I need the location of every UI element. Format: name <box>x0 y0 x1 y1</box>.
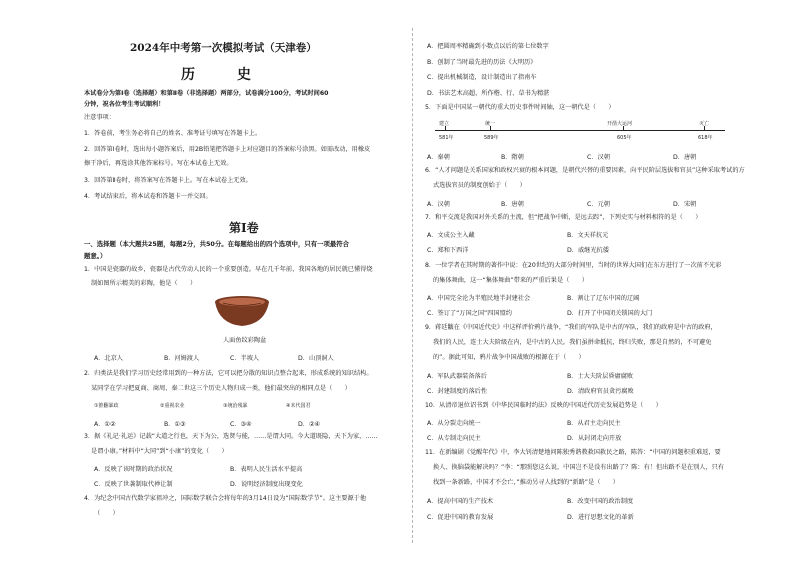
q1-image-caption: 人面鱼纹彩陶盆 <box>223 337 267 344</box>
q8-option-d: D．打开了中国闭关锁国的大门 <box>567 310 653 317</box>
q7-line-1: 7．和平交流是我国对外关系的主流，但“把战争中断，是远去踪”，下列史实与材料相符的是（ ） <box>425 214 702 221</box>
q1-option-d: D．山顶洞人 <box>298 355 334 362</box>
q9-line-3: 的”。据此可知，鸦片战争中国战败的根源在于（ ） <box>433 354 585 361</box>
q6-option-b: B．唐朝 <box>501 201 524 208</box>
q4-option-c: C．提出机械制造，设计制造出了指南车 <box>427 74 537 81</box>
q5-option-a: A．秦朝 <box>427 154 450 161</box>
q6-option-c: C．元朝 <box>587 201 610 208</box>
q11-option-b: B．改变中国的政治制度 <box>567 498 634 505</box>
section-line-2: 题意。） <box>84 252 107 260</box>
note-1: 1．答卷前，考生务必将自己的姓名、准考证号填写在答题卡上。 <box>84 130 262 137</box>
exam-title: 2024年中考第一次模拟考试（天津卷） <box>130 42 317 54</box>
q4-option-d: D．书法艺术高超，所作楷、行、草书为精湛 <box>427 90 550 97</box>
q2-line-2: 某同学在学习把夏商、商周、秦二世这三个历史人物归成一类，他们最突出的相同点是（ ） <box>91 385 351 392</box>
q2-item-3: ③统治残暴 <box>223 403 248 409</box>
q6-line-1: 6．“人才问题是关系国家和政权兴衰的根本问题，是朝代兴替的重要因素，向平民阶层选拔和官员”这种采取考试的方 <box>425 167 745 174</box>
q7-option-d: D．戚继光抗倭 <box>567 247 609 254</box>
timeline-axis <box>435 130 725 131</box>
q11-line-1: 11．在新编剧《觉醒年代》中，李大钊清楚地问陈独秀谐教救国救民之路，陈答：“中国的问题积重难返，要 <box>425 449 721 456</box>
q10-option-d: D．从封闭走向开放 <box>567 435 622 442</box>
painted-pottery-basin-image <box>213 294 271 328</box>
timeline-year-2: 589年 <box>484 135 499 141</box>
right-column <box>415 0 794 562</box>
q4-line-1: 4．为纪念中国古代数学家祖冲之，国际数学联合会将每年的3月14日设为“国际数学节”。这主要源于他 <box>84 495 367 502</box>
timeline-event-3: 开凿大运河 <box>607 121 633 127</box>
q4-line-2: （ ） <box>94 510 119 517</box>
q5-option-d: D．唐朝 <box>673 154 697 161</box>
q10-option-b: B．从君主走向民主 <box>567 420 621 427</box>
note-4: 4．考试结束后，将本试卷和答题卡一并交回。 <box>84 193 212 200</box>
column-divider <box>412 28 413 543</box>
q3-line-1: 3．据《礼记·礼运》记载“大道之行也，天下为公，选贤与能，……是谓大同。今大道既隐，天下为家，…… <box>84 433 378 440</box>
q3-option-d: D．说明经济制度出现变化 <box>230 481 303 488</box>
q1-option-c: C．半坡人 <box>230 355 260 362</box>
q11-option-a: A．提高中国的生产技术 <box>427 498 494 505</box>
q9-option-d: D．清政府官员贪污腐败 <box>567 388 634 395</box>
part-title: 第Ⅰ卷 <box>229 221 259 235</box>
q1-option-a: A．北京人 <box>94 355 123 362</box>
q10-line-1: 10．从清帝退位诏书到《中华民国临时约法》反映的中国近代历史发展趋势是（ ） <box>425 402 662 409</box>
q8-option-c: C．签订了“万国之国”四国盟约 <box>427 310 512 317</box>
q4-option-b: B．创制了当时最先进的历法《大明历》 <box>427 59 537 66</box>
note-3: 3．回答第Ⅱ卷时，将答案写在答题卡上。写在本试卷上无效。 <box>84 177 252 184</box>
intro-line-1: 本试卷分为第Ⅰ卷（选择题）和第Ⅱ卷（非选择题）两部分，试卷满分100分，考试时间60 <box>84 90 329 97</box>
q9-option-a: A．军队武器装备落后 <box>427 373 487 380</box>
note-2-cont: 擦干净后，再选涂其他答案标号。写在本试卷上无效。 <box>84 160 233 167</box>
q5-line-1: 5．下面是中国某一朝代的重大历史事件时间轴，这一朝代是（ ） <box>425 104 615 111</box>
q2-item-2: ②重视农业 <box>160 403 185 409</box>
q7-option-b: B．文天祥抗元 <box>567 232 609 239</box>
q6-option-d: D．宋朝 <box>673 201 697 208</box>
q2-item-4: ④末代国君 <box>286 403 311 409</box>
timeline-year-4: 618年 <box>698 135 713 141</box>
q11-option-d: D．进行思想文化的革新 <box>567 514 634 521</box>
q11-line-2: 换人、换脑袋能解决吗？”李：“那照您这么说，中国岂不是没有出路了？陈：有！但出路不是在别人，只有 <box>433 464 725 471</box>
q3-option-a: A．反映了该时期的政治状况 <box>94 466 173 473</box>
section-line-1: 一、选择题（本大题共25题，每题2分，共50分。在每题给出的四个选项中，只有一项最符合 <box>84 240 350 248</box>
notes-title: 注意事项： <box>84 114 115 121</box>
timeline-event-2: 统一 <box>485 121 496 127</box>
q9-option-c: C．封建制度的落后性 <box>427 388 488 395</box>
q10-option-c: C．从专制走向民主 <box>427 435 481 442</box>
note-2: 2．回答第Ⅰ卷时，选出每小题答案后，用2B铅笔把答题卡上对应题目的答案标号涂黑。如需改动，用橡皮 <box>84 146 371 153</box>
q6-option-a: A．汉朝 <box>427 201 450 208</box>
q1-line-1: 1．中国是瓷器的故乡，瓷器是古代劳动人民的一个重要创造。早在几千年前，我国各地的居民就已懂得烧 <box>84 266 373 273</box>
q8-option-b: B．割让了辽东中国的辽阔 <box>567 295 640 302</box>
q7-option-c: C．郑和下西洋 <box>427 247 469 254</box>
q9-option-b: B．士大夫阶层昏庸腐败 <box>567 373 634 380</box>
q11-line-3: 找到一条新路，中国才不会亡，”推动另寻人找到的“新路”是（ ） <box>433 479 619 486</box>
timeline-year-1: 581年 <box>439 135 454 141</box>
timeline-year-3: 605年 <box>617 135 632 141</box>
q3-option-c: C．反映了世袭制取代禅让制 <box>94 481 173 488</box>
q2-option-d: D．②④ <box>298 421 321 428</box>
q9-line-1: 9．蒋廷黻在《中国近代史》中这样评价鸦片战争，“我们的军队是中古的军队，我们的政府是中古的政府， <box>425 324 717 331</box>
q11-option-c: C．促进中国的教育发展 <box>427 514 494 521</box>
intro-line-2: 分钟，祝各位考生考试顺利！ <box>84 101 165 108</box>
q1-option-b: B．河姆渡人 <box>164 355 200 362</box>
q8-option-a: A．中国完全沦为半殖民地半封建社会 <box>427 295 531 302</box>
q9-line-2: 我们的人民，连士大夫阶级在内，是中古的人民。我们虽拼命抵抗，终归失败，那是自然的，不可避免 <box>433 339 712 346</box>
q3-option-b: B．表明人民生活水平提高 <box>230 466 303 473</box>
q1-line-2: 制如图所示精美的彩陶，他是（ ） <box>91 280 197 287</box>
q2-item-1: ①推翻暴政 <box>94 403 119 409</box>
q8-line-1: 8．一位学者在其时期的著作中说：在20世纪的大部分时间里，当时的世界大国们在东方进行了一次前不光彩 <box>425 262 722 269</box>
q10-option-a: A．从分裂走向统一 <box>427 420 481 427</box>
subject-title: 历 史 <box>181 67 265 83</box>
q2-option-a: A．①② <box>94 421 116 428</box>
timeline-event-1: 建立 <box>439 121 450 127</box>
q2-option-b: B．①③ <box>164 421 186 428</box>
q7-option-a: A．文成公主入藏 <box>427 232 475 239</box>
q6-line-2: 式选拔官员的制度创始于（ ） <box>433 182 526 189</box>
timeline-event-4: 灭亡 <box>699 121 710 127</box>
q8-line-2: 的集体舞曲，这一“集体舞曲”带来的严重后果是（ ） <box>433 277 588 284</box>
q4-option-a: A．把圆周率精确到小数点以后的第七位数字 <box>427 43 549 50</box>
q3-line-2: 是谓小康。”材料中“大同”到“小康”的变化（ ） <box>91 448 228 455</box>
q2-option-c: C．③④ <box>230 421 252 428</box>
q5-option-b: B．隋朝 <box>501 154 524 161</box>
q5-option-c: C．汉朝 <box>587 154 610 161</box>
q2-line-1: 2．归类法是我们学习历史经常用到的一种方法，它可以把分散的知识点整合起来，形成系统的知识结构。 <box>84 370 373 377</box>
